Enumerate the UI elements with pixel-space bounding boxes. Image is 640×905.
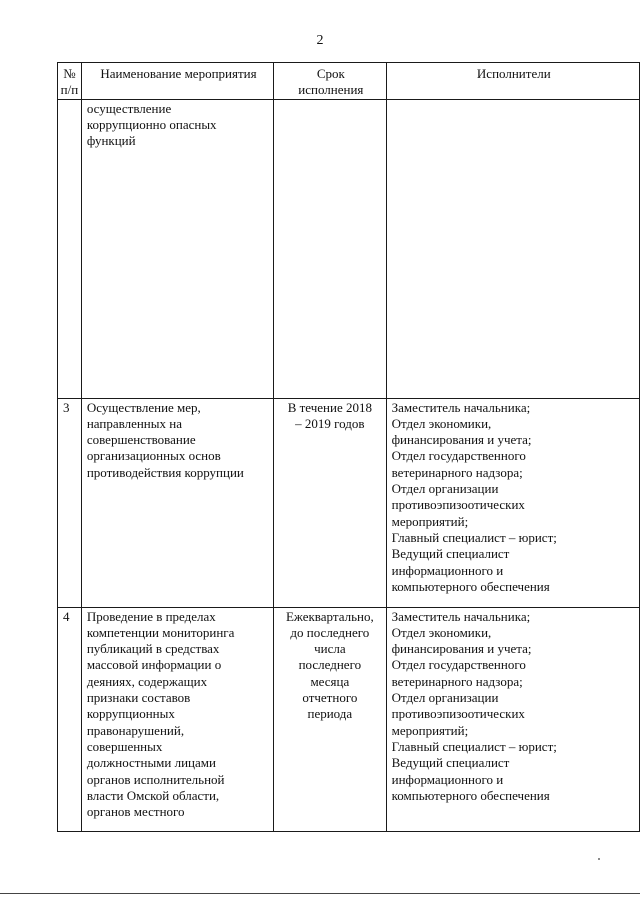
row-name: Осуществление мер, направленных на совершенствование организационных основ противодействия коррупции — [81, 398, 273, 607]
row-name: осуществление коррупционно опасных функций — [81, 99, 273, 398]
row-name: Проведение в пределах компетенции мониторинга публикаций в средствах массовой информации о деяниях, содержащих признаки составов коррупционных правонарушений, совершенных должностными лицами органов исполнительной власти Омской области, органов местного — [81, 607, 273, 831]
row-term: В течение 2018 – 2019 годов — [274, 398, 387, 607]
row-term: Ежеквартально, до последнего числа последнего месяца отчетного периода — [274, 607, 387, 831]
row-executors: Заместитель начальника; Отдел экономики, финансирования и учета; Отдел государственного ветеринарного надзора; Отдел организации противоэпизоотических мероприятий; Главный специалист – юрист; Ведущий специалист информационного и компьютерного обеспечения — [386, 398, 639, 607]
scan-speck — [598, 858, 600, 860]
table-row — [58, 398, 640, 607]
header-term: Срок исполнения — [274, 63, 387, 100]
page-number: 2 — [316, 33, 324, 48]
table-row — [58, 99, 640, 398]
measures-table — [57, 62, 640, 832]
row-num: 3 — [58, 398, 82, 607]
scan-edge-line — [0, 893, 640, 894]
table-row — [58, 607, 640, 831]
row-num — [58, 99, 82, 398]
row-executors: Заместитель начальника; Отдел экономики, финансирования и учета; Отдел государственного ветеринарного надзора; Отдел организации противоэпизоотических мероприятий; Главный специалист – юрист; Ведущий специалист информационного и компьютерного обеспечения — [386, 607, 639, 831]
header-num: № п/п — [58, 63, 82, 100]
row-num: 4 — [58, 607, 82, 831]
row-executors — [386, 99, 639, 398]
row-term — [274, 99, 387, 398]
header-name: Наименование мероприятия — [81, 63, 273, 100]
table-header-row — [58, 63, 640, 100]
header-executors: Исполнители — [386, 63, 639, 100]
